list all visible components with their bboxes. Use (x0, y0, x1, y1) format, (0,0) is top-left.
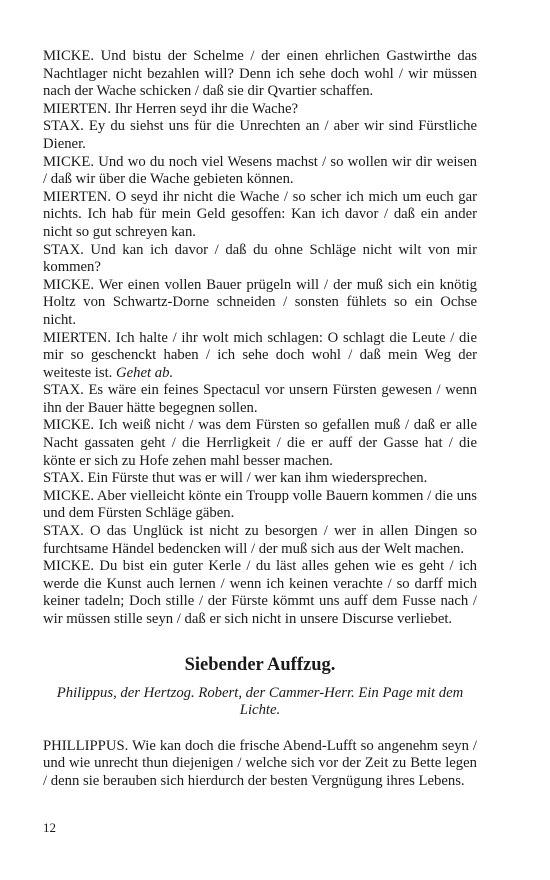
stage-direction: Gehet ab. (116, 364, 174, 381)
dialogue-paragraph: MICKE. Und wo du noch viel Wesens machst / so wollen wir dir weisen / daß wir über die Wache gebieten können. (43, 153, 477, 188)
dialogue-paragraph: MICKE. Wer einen vollen Bauer prügeln will / der muß sich ein knötig Holtz von Schwartz-Dorne schneiden / sonsten fühlets so ein Ochse nicht. (43, 276, 477, 328)
dialogue-paragraph: STAX. Und kan ich davor / daß du ohne Schläge nicht wilt von mir kommen? (43, 241, 477, 276)
dialogue-paragraph: STAX. Ein Fürste thut was er will / wer kan ihm wiedersprechen. (43, 470, 428, 487)
scene-heading: Siebender Auffzug. (184, 654, 336, 675)
scene-cast-list: Philippus, der Hertzog. Robert, der Cammer-Herr. Ein Page mit dem Lichte. (56, 684, 464, 719)
dialogue-text: MIERTEN. Ich halte / ihr wolt mich schlagen: O schlagt die Leute / die mir so geschenckt haben / ich sehe doch wohl / daß mein Weg der weiteste ist. (43, 329, 477, 381)
dialogue-paragraph: STAX. Ey du siehst uns für die Unrechten an / aber wir sind Fürstliche Diener. (43, 118, 477, 152)
page-number: 12 (43, 820, 56, 835)
dialogue-paragraph: MICKE. Und bistu der Schelme / der einen ehrlichen Gastwirthe das Nachtlager nicht bezahlen will? Denn ich sehe doch wohl / wir müssen nach der Wache schicken / daß sie dir Qvartier schaffen. (43, 48, 477, 100)
dialogue-paragraph: MICKE. Du bist ein guter Kerle / du läst alles gehen wie es geht / ich werde die Kunst auch lernen / wenn ich keinen verachte / so darff mich keiner tadeln; Doch stille / der Fürste kömmt uns auff dem Fusse nach / wir müssen stille seyn / daß er sich nicht in unsere Discurse verliebet. (43, 558, 477, 627)
dialogue-paragraph (43, 330, 477, 383)
dialogue-paragraph: MICKE. Aber vielleicht könte ein Troupp volle Bauern kommen / die uns und dem Fürsten Schläge gäben. (43, 487, 477, 522)
page-text (43, 48, 477, 791)
dialogue-paragraph: MIERTEN. Ihr Herren seyd ihr die Wache? (43, 100, 299, 117)
dialogue-paragraph: MIERTEN. O seyd ihr nicht die Wache / so scher ich mich um euch gar nichts. Ich hab für mein Geld gesoffen: Kan ich davor / daß ein ander nicht so gut schreyen kan. (43, 188, 477, 240)
dialogue-paragraph: PHILLIPPUS. Wie kan doch die frische Abend-Lufft so angenehm seyn / und wie unrecht thun diejenigen / welche sich vor der Zeit zu Bette legen / denn sie berauben sich hierdurch der besten Vergnügung ihres Lebens. (43, 737, 477, 789)
dialogue-paragraph: MICKE. Ich weiß nicht / was dem Fürsten so gefallen muß / daß er alle Nacht gassaten geht / die Herrligkeit / die er auff der Gasse hat / die könte er sich zu Hofe zehen mahl besser machen. (43, 417, 477, 469)
dialogue-paragraph: STAX. O das Unglück ist nicht zu besorgen / wer in allen Dingen so furchtsame Händel bedencken will / der muß sich aus der Welt machen. (43, 523, 477, 557)
dialogue-paragraph: STAX. Es wäre ein feines Spectacul vor unsern Fürsten gewesen / wenn ihn der Bauer hätte begegnen sollen. (43, 382, 477, 416)
